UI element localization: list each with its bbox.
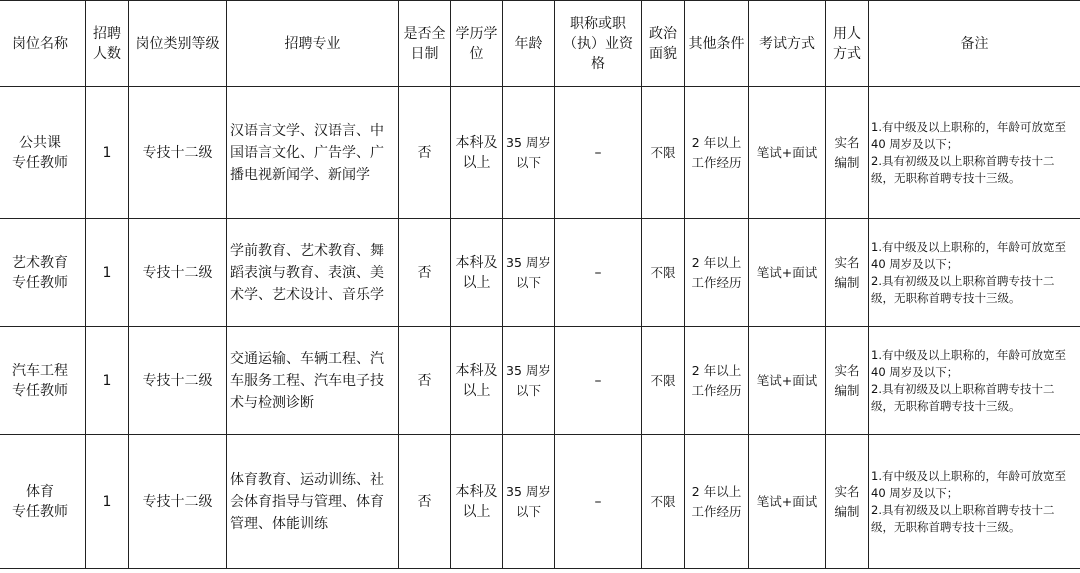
cell-position xyxy=(0,219,86,327)
cell-hiring: 实名编制 xyxy=(826,327,869,435)
cell-other: 2 年以上工作经历 xyxy=(685,219,749,327)
remark-line: 2.具有初级及以上职称首聘专技十二级，无职称首聘专技十三级。 xyxy=(871,381,1055,413)
header-hiring: 用人方式 xyxy=(826,1,869,87)
remark-line: 1.有中级及以上职称的，年龄可放宽至 40 周岁及以下； xyxy=(871,468,1066,500)
header-major: 招聘专业 xyxy=(227,1,399,87)
remark-line: 1.有中级及以上职称的，年龄可放宽至 40 周岁及以下； xyxy=(871,347,1066,379)
cell-fulltime: 否 xyxy=(399,87,451,219)
cell-hiring: 实名编制 xyxy=(826,87,869,219)
cell-political: 不限 xyxy=(642,219,685,327)
cell-fulltime: 否 xyxy=(399,219,451,327)
position-line: 专任教师 xyxy=(12,382,68,399)
cell-title-cert: – xyxy=(555,219,642,327)
cell-political: 不限 xyxy=(642,327,685,435)
position-line: 专任教师 xyxy=(12,274,68,291)
cell-count: 1 xyxy=(86,219,129,327)
cell-age: 35 周岁以下 xyxy=(503,219,555,327)
cell-other: 2 年以上工作经历 xyxy=(685,435,749,569)
cell-remarks xyxy=(869,87,1080,219)
header-row xyxy=(0,1,1080,87)
cell-major: 学前教育、艺术教育、舞蹈表演与教育、表演、美术学、艺术设计、音乐学 xyxy=(227,219,399,327)
cell-exam: 笔试+面试 xyxy=(749,219,826,327)
position-line: 专任教师 xyxy=(12,154,68,171)
cell-political: 不限 xyxy=(642,435,685,569)
cell-count: 1 xyxy=(86,327,129,435)
cell-remarks xyxy=(869,327,1080,435)
cell-position xyxy=(0,327,86,435)
remark-line: 2.具有初级及以上职称首聘专技十二级，无职称首聘专技十三级。 xyxy=(871,502,1055,534)
cell-age: 35 周岁以下 xyxy=(503,327,555,435)
cell-title-cert: – xyxy=(555,87,642,219)
cell-title-cert: – xyxy=(555,435,642,569)
cell-category: 专技十二级 xyxy=(129,219,227,327)
header-title-cert: 职称或职（执）业资格 xyxy=(555,1,642,87)
cell-education: 本科及以上 xyxy=(451,435,503,569)
cell-education: 本科及以上 xyxy=(451,219,503,327)
cell-hiring: 实名编制 xyxy=(826,435,869,569)
cell-age: 35 周岁以下 xyxy=(503,87,555,219)
cell-position xyxy=(0,435,86,569)
cell-fulltime: 否 xyxy=(399,327,451,435)
remark-line: 1.有中级及以上职称的，年龄可放宽至 40 周岁及以下； xyxy=(871,119,1066,151)
cell-education: 本科及以上 xyxy=(451,87,503,219)
cell-category: 专技十二级 xyxy=(129,327,227,435)
position-line: 专任教师 xyxy=(12,503,68,520)
cell-count: 1 xyxy=(86,435,129,569)
header-category: 岗位类别等级 xyxy=(129,1,227,87)
cell-category: 专技十二级 xyxy=(129,87,227,219)
position-line: 艺术教育 xyxy=(12,254,68,271)
cell-major: 体育教育、运动训练、社会体育指导与管理、体育管理、体能训练 xyxy=(227,435,399,569)
header-position-name: 岗位名称 xyxy=(0,1,86,87)
cell-hiring: 实名编制 xyxy=(826,219,869,327)
cell-category: 专技十二级 xyxy=(129,435,227,569)
header-other: 其他条件 xyxy=(685,1,749,87)
table-row xyxy=(0,327,1080,435)
position-line: 体育 xyxy=(26,483,54,500)
cell-remarks xyxy=(869,219,1080,327)
position-line: 汽车工程 xyxy=(12,362,68,379)
table-row xyxy=(0,87,1080,219)
cell-exam: 笔试+面试 xyxy=(749,327,826,435)
cell-major: 汉语言文学、汉语言、中国语言文化、广告学、广播电视新闻学、新闻学 xyxy=(227,87,399,219)
cell-remarks xyxy=(869,435,1080,569)
cell-other: 2 年以上工作经历 xyxy=(685,327,749,435)
position-line: 公共课 xyxy=(19,134,61,151)
cell-other: 2 年以上工作经历 xyxy=(685,87,749,219)
cell-position xyxy=(0,87,86,219)
cell-age: 35 周岁以下 xyxy=(503,435,555,569)
cell-political: 不限 xyxy=(642,87,685,219)
header-fulltime: 是否全日制 xyxy=(399,1,451,87)
cell-major: 交通运输、车辆工程、汽车服务工程、汽车电子技术与检测诊断 xyxy=(227,327,399,435)
cell-fulltime: 否 xyxy=(399,435,451,569)
header-exam: 考试方式 xyxy=(749,1,826,87)
header-count: 招聘人数 xyxy=(86,1,129,87)
cell-exam: 笔试+面试 xyxy=(749,435,826,569)
header-education: 学历学位 xyxy=(451,1,503,87)
cell-education: 本科及以上 xyxy=(451,327,503,435)
cell-count: 1 xyxy=(86,87,129,219)
remark-line: 2.具有初级及以上职称首聘专技十二级，无职称首聘专技十三级。 xyxy=(871,153,1055,185)
cell-title-cert: – xyxy=(555,327,642,435)
header-political: 政治面貌 xyxy=(642,1,685,87)
table-row xyxy=(0,435,1080,569)
header-remarks: 备注 xyxy=(869,1,1080,87)
cell-exam: 笔试+面试 xyxy=(749,87,826,219)
header-age: 年龄 xyxy=(503,1,555,87)
remark-line: 2.具有初级及以上职称首聘专技十二级，无职称首聘专技十三级。 xyxy=(871,273,1055,305)
table-row xyxy=(0,219,1080,327)
remark-line: 1.有中级及以上职称的，年龄可放宽至 40 周岁及以下； xyxy=(871,239,1066,271)
